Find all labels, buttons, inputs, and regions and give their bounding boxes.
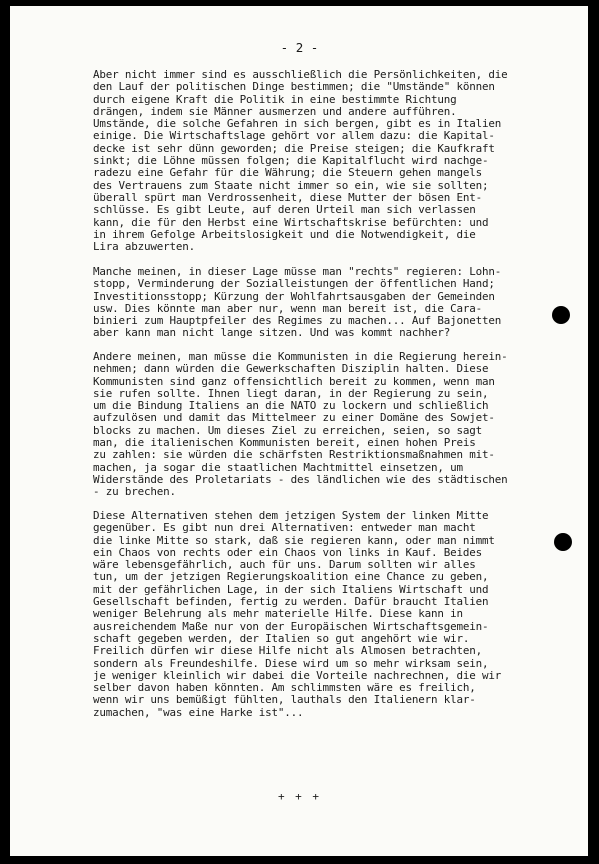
text-line: zu zahlen: sie würden die schärfsten Restriktionsmaßnahmen mit-: [93, 448, 495, 462]
text-line: stopp, Verminderung der Sozialleistungen der öffentlichen Hand;: [93, 277, 495, 291]
text-line: Aber nicht immer sind es ausschließlich die Persönlichkeiten, die: [93, 68, 508, 81]
text-line: nehmen; dann würden die Gewerkschaften Disziplin halten. Diese: [93, 362, 489, 376]
text-line: Lira abzuwerten.: [93, 240, 196, 254]
text-line: den Lauf der politischen Dinge bestimmen; die "Umstände" können: [93, 80, 495, 94]
text-line: binieri zum Hauptpfeiler des Regimes zu machen... Auf Bajonetten: [93, 314, 502, 328]
text-line: blocks zu machen. Um dieses Ziel zu erreichen, seien, so sagt: [93, 423, 482, 437]
text-line: durch eigene Kraft die Politik in eine bestimmte Richtung: [93, 92, 457, 106]
text-line: des Vertrauens zum Staate nicht immer so ein, wie sie sollten;: [93, 178, 489, 192]
text-line: schlüsse. Es gibt Leute, auf deren Urteil man sich verlassen: [93, 203, 476, 217]
text-line: die linke Mitte so stark, daß sie regieren kann, oder man nimmt: [93, 533, 495, 547]
text-line: usw. Dies könnte man aber nur, wenn man bereit ist, die Cara-: [93, 301, 482, 315]
text-line: Freilich dürfen wir diese Hilfe nicht als Almosen betrachten,: [93, 644, 482, 658]
text-line: - zu brechen.: [93, 485, 176, 499]
punch-hole-bottom: [554, 533, 572, 551]
text-line: Andere meinen, man müsse die Kommunisten in die Regierung herein-: [93, 350, 508, 363]
end-mark: + + +: [277, 790, 322, 803]
punch-hole-top: [552, 306, 570, 324]
paragraph-right-option: [93, 266, 583, 340]
text-line: sondern als Freundeshilfe. Diese wird um so mehr wirksam sein,: [93, 656, 489, 670]
text-line: um die Bindung Italiens an die NATO zu lockern und schließlich: [93, 399, 489, 413]
text-line: sie rufen sollte. Ihnen liegt daran, in der Regierung zu sein,: [93, 386, 489, 400]
text-line: Diese Alternativen stehen dem jetzigen System der linken Mitte: [93, 509, 489, 522]
text-line: weniger Belehrung als mehr materielle Hilfe. Diese kann in: [93, 607, 463, 621]
text-line: radezu eine Gefahr für die Währung; die Steuern gehen mangels: [93, 166, 482, 180]
text-line: ein Chaos von rechts oder ein Chaos von links in Kauf. Beides: [93, 545, 482, 559]
text-line: wenn wir uns bemüßigt fühlten, lauthals den Italienern klar-: [93, 693, 476, 707]
text-line: Manche meinen, in dieser Lage müsse man "rechts" regieren: Lohn-: [93, 265, 502, 278]
text-line: zumachen, "was eine Harke ist"...: [93, 705, 304, 719]
text-line: einige. Die Wirtschaftslage gehört vor allem dazu: die Kapital-: [93, 129, 495, 143]
text-line: Umstände, die solche Gefahren in sich bergen, gibt es in Italien: [93, 117, 502, 131]
text-line: aber kann man nicht lange sitzen. Und was kommt nachher?: [93, 326, 451, 340]
text-line: Investitionsstopp; Kürzung der Wohlfahrtsausgaben der Gemeinden: [93, 289, 495, 303]
text-line: gegenüber. Es gibt nun drei Alternativen: entweder man macht: [93, 521, 476, 535]
page-number: - 2 -: [280, 40, 319, 55]
text-line: selber davon haben könnten. Am schlimmsten wäre es freilich,: [93, 681, 476, 695]
text-line: je weniger kleinlich wir dabei die Vorteile nachrechnen, die wir: [93, 668, 502, 682]
text-line: kann, die für den Herbst eine Wirtschaftskrise befürchten: und: [93, 215, 489, 229]
text-line: aufzulösen und damit das Mittelmeer zu einer Domäne des Sowjet-: [93, 411, 495, 425]
text-line: decke ist sehr dünn geworden; die Preise steigen; die Kaufkraft: [93, 141, 495, 155]
text-line: sinkt; die Löhne müssen folgen; die Kapitalflucht wird nachge-: [93, 154, 489, 168]
text-line: mit der gefährlichen Lage, in der sich Italiens Wirtschaft und: [93, 582, 489, 596]
text-line: schaft gegeben werden, der Italien so gut angehört wie wir.: [93, 631, 470, 645]
paragraph-economy: [93, 69, 583, 253]
text-line: Kommunisten sind ganz offensichtlich bereit zu kommen, wenn man: [93, 374, 495, 388]
text-line: machen, ja sogar die staatlichen Machtmittel einsetzen, um: [93, 460, 463, 474]
text-line: überall spürt man Verdrossenheit, diese Mutter der bösen Ent-: [93, 190, 482, 204]
text-line: wäre lebensgefährlich, auch für uns. Darum sollten wir alles: [93, 558, 476, 572]
text-line: drängen, indem sie Männer ausmerzen und andere aufführen.: [93, 104, 457, 118]
text-line: Gesellschaft befinden, fertig zu werden. Dafür braucht Italien: [93, 595, 489, 609]
paragraph-alternatives: [93, 510, 583, 719]
text-line: in ihrem Gefolge Arbeitslosigkeit und die Notwendigkeit, die: [93, 227, 476, 241]
text-line: man, die italienischen Kommunisten bereit, einen hohen Preis: [93, 436, 476, 450]
text-line: tun, um der jetzigen Regierungskoalition eine Chance zu geben,: [93, 570, 489, 584]
text-line: ausreichendem Maße nur von der Europäischen Wirtschaftsgemein-: [93, 619, 489, 633]
paragraph-communist-option: [93, 351, 583, 499]
text-line: Widerstände des Proletariats - des ländlichen wie des städtischen: [93, 472, 508, 486]
